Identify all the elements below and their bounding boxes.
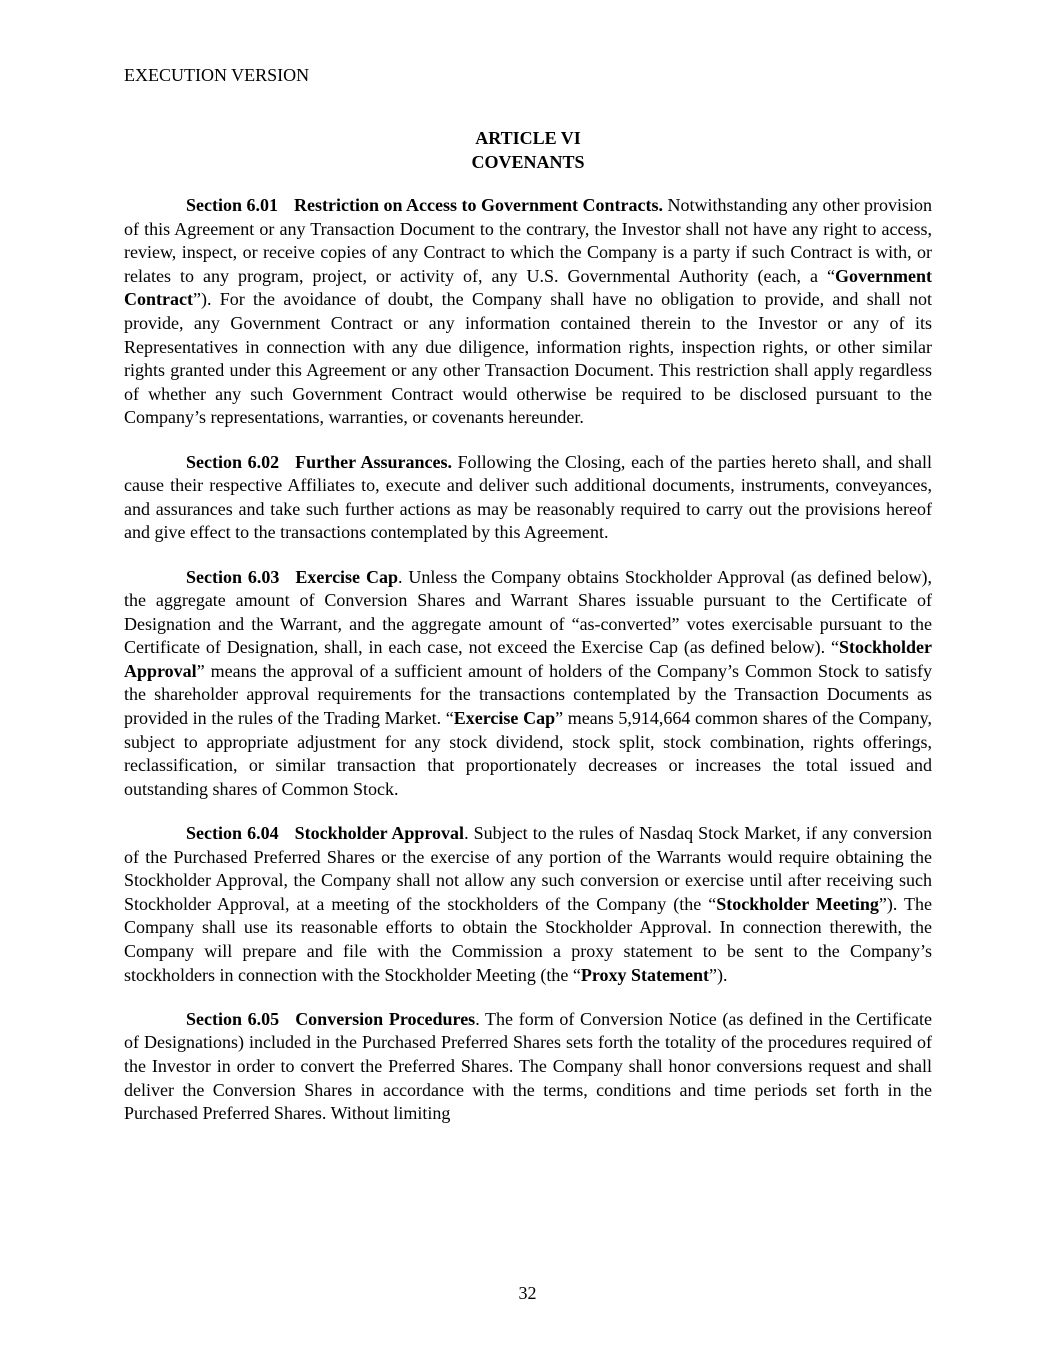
section-text: Following the Closing, each of the parties hereto shall, and shall cause their respective Affiliates to, execute and deliver such additional documents, instruments, conveyances, and assurances and take such further actions as may be reasonably required to carry out the provisions hereof and give effect to the transactions contemplated by this Agreement. [124,451,932,543]
article-title: COVENANTS [471,152,585,172]
page-number: 32 [518,1283,537,1303]
section-number: Section 6.05 [186,1008,280,1029]
section-number: Section 6.01 [186,195,279,215]
defined-term: Proxy Statement [580,964,710,985]
section-text: Notwithstanding any other provision of this Agreement or any Transaction Document to the contrary, the Investor shall not have any right to access, review, inspect, or receive copies of any Contract to which the Company is a party if such Contract is with, or relates to any program, project, or activity of, any U.S. Governmental Authority (each, a “ [124,195,932,286]
execution-version-label: EXECUTION VERSION [124,65,310,85]
section-title: Restriction on Access to Government Contracts. [294,195,663,215]
section-text: . Subject to the rules of Nasdaq Stock Market, if any conversion of the Purchased Preferred Shares or the exercise of any portion of the Warrants would require obtaining the Stockholder Approval, the Company shall not allow any such conversion or exercise until after receiving such Stockholder Approval, at a meeting of the stockholders of the Company (the “ [124,823,932,914]
section-text: ”). For the avoidance of doubt, the Company shall have no obligation to provide, and shall not provide, any Government Contract or any information contained therein to the Investor or any of its Representatives in connection with any due diligence, information rights, inspection rights, or other similar rights granted under this Agreement or any other Transaction Document. This restriction shall apply regardless of whether any such Government Contract would otherwise be required to be disclosed pursuant to the Company’s representations, warranties, or covenants hereunder. [124,289,932,428]
document-body [124,194,932,1146]
section-text: . Unless the Company obtains Stockholder Approval (as defined below), the aggregate amount of Conversion Shares and Warrant Shares issuable pursuant to the Certificate of Designation and the Warrant, and the aggregate amount of “as-converted” votes exercisable pursuant to the Certificate of Designation, shall, in each case, not exceed the Exercise Cap (as defined below). “ [124,566,933,658]
article-heading [124,126,932,174]
section-text: . The form of Conversion Notice (as defined in the Certificate of Designations) included in the Purchased Preferred Shares sets forth the totality of the procedures required of the Investor in order to convert the Preferred Shares. The Company shall honor conversions request and shall deliver the Conversion Shares in accordance with the terms, conditions and time periods set forth in the Purchased Preferred Shares. Without limiting [124,1008,933,1124]
section-6-02 [124,451,932,545]
section-text: ” means 5,914,664 common shares of the Company, subject to appropriate adjustment for any stock dividend, stock split, stock combination, rights offerings, reclassification, or similar transaction that proportionately decreases or increases the total issued and outstanding shares of Common Stock. [124,708,933,799]
section-number: Section 6.04 [186,823,279,844]
defined-term: Stockholder Approval [124,637,932,681]
section-number: Section 6.02 [186,451,280,472]
section-title: Exercise Cap [295,566,398,587]
section-6-03 [124,566,932,802]
section-number: Section 6.03 [186,566,280,587]
section-6-05 [124,1008,932,1126]
defined-term: Exercise Cap [453,708,556,729]
section-title: Stockholder Approval [294,823,465,844]
section-text: ” means the approval of a sufficient amount of holders of the Company’s Common Stock to satisfy the shareholder approval requirements for the transactions contemplated by the Transaction Documents as provided in the rules of the Trading Market. “ [124,660,932,729]
defined-term: Government Contract [124,265,932,310]
section-text: ”). The Company shall use its reasonable efforts to obtain the Stockholder Approval. In connection therewith, the Company will prepare and file with the Commission a proxy statement to be sent to the Company’s stockholders in connection with the Stockholder Meeting (the “ [124,893,933,985]
section-6-01 [124,194,932,430]
article-number: ARTICLE VI [475,128,581,148]
defined-term: Stockholder Meeting [716,893,879,914]
section-title: Conversion Procedures [295,1008,476,1029]
section-6-04 [124,822,932,987]
section-title: Further Assurances. [295,451,452,472]
section-text: ”). [709,964,728,985]
